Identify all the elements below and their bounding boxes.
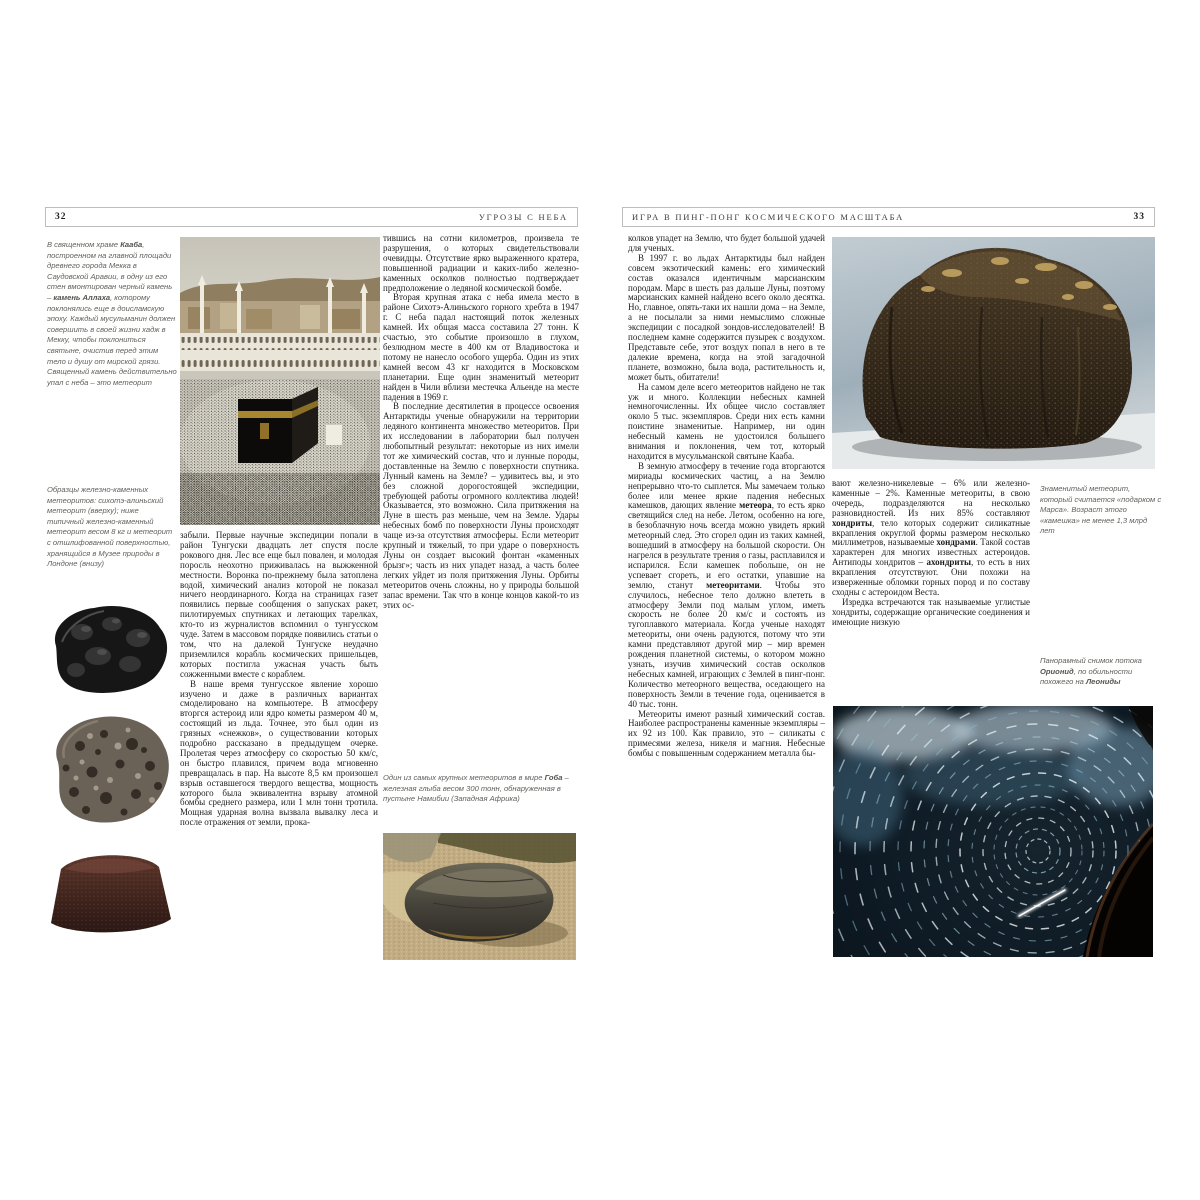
body-paragraph: В последние десятилетия в процессе освоения Антарктиды ученые обнаружили на территории ледяного континента множество метеоритов. При их исследовании в лаборатории был получен любопытный результат: некоторые из них имели тот же химический состав, что и лунные породы, доставленные на Землю с поверхности спутника. Лунный камень на Земле? – удивитесь вы, и это без сложной дорогостоящей экспедиции, требующей работы огромного коллектива людей! Оказывается, это возможно. Сила притяжения на Луне в шесть раз меньше, чем на Земле. Удары небесных бомб по поверхности Луны происходят чаще из-за отсутствия атмосферы. Если метеорит крупный и тяжелый, то при ударе о поверхность Луны он создает высокий фонтан «каменных брызг»; часть из них упадет назад, а часть более легких уйдет из поля притяжения Луны. Орбиты метеоритов очень сложны, но у природы большой запас времени. Так что в конце концов какой-то из этих ос- bbox=[383, 401, 579, 610]
page-number-right: 33 bbox=[1133, 212, 1145, 222]
caption-meteorite-samples: Образцы железно-каменных метеоритов: сихотэ-алиньский метеорит (вверху); ниже типичный железно-каменный метеорит весом 8 кг и метеорит с отшлифованной поверхностью, хранящийся в Музее природы в Лондоне (внизу) bbox=[47, 485, 173, 569]
sikhote-photo-art bbox=[42, 598, 174, 700]
running-head-right bbox=[622, 207, 1155, 227]
photo-hoba-meteorite bbox=[383, 833, 576, 960]
photo-kaaba-mecca bbox=[180, 237, 380, 525]
caption-orionid: Панорамный снимок потока Орионид, по обильности похожего на Леониды bbox=[1040, 656, 1142, 687]
body-paragraph: тившись на сотни километров, произвела те разрушения, о которых свидетельствовали очевидцы. Отсутствие ярко выраженного кратера, повышенной радиации и каких-либо железно-каменных осколков полностью подтверждает предположение о ледяной космической бомбе. bbox=[383, 234, 579, 293]
kaaba-photo-art bbox=[180, 237, 380, 525]
photo-orionid-star-trails bbox=[833, 706, 1153, 957]
body-paragraph: вают железно-никелевые – 6% или железно-каменные – 2%. Каменные метеориты, в свою очередь, подразделяются на несколько разновидностей. Из них 85% составляют хондриты, тело которых содержит силикатные вкрапления округлой формы размером несколько миллиметров, называемые хондрами. Такой состав характерен для многих известных астероидов. Антиподы хондритов – ахондриты, то есть в них вкрапления отсутствуют. Они похожи на изверженные обломки горных пород и по составу сходны с астероидом Веста. bbox=[832, 479, 1030, 597]
body-paragraph: В земную атмосферу в течение года вторгаются мириады космических частиц, а на Землю непрерывно что-то сыплется. Мы замечаем только более или менее яркие падения небесных камешков, дающих явление метеора, то есть ярко светящийся след на небе. Летом, особенно на юге, в безоблачную ночь всегда можно увидеть яркий метеорный след. Это сгорел один из таких камней, вошедший в атмосферу на большой скорости. Он нагрелся в результате трения о газы, расплавился и испарился. Если камешек побольше, он не успевает сгореть, и его остатки, упавшие на землю, станут метеоритами. Чтобы это случилось, небесное тело должно влететь в атмосферу Земли под малым углом, иметь скорость не более 20 км/с и состоять из тугоплавкого материала. Когда ученые находят метеориты, они очень радуются, потому что эти камни представляют другой мир – мир времен рождения планетной системы, о котором можно узнать, изучив химический состав осколков небесных камней, играющих с Землей в пинг-понг. Количество метеорного вещества, оседающего на поверхность Земли в течение года, оценивается в 40 тыс. тонн. bbox=[628, 460, 825, 709]
body-paragraph: забыли. Первые научные экспедиции попали в район Тунгуски двадцать лет спустя после рокового дня. Лес все еще был повален, и молодая поросль неохотно приживалась на выжженной местности. Воронка по-прежнему была затоплена водой, химический анализ которой не показал ничего неординарного. Когда на страницах газет появились первые сообщения о запусках ракет, пилотируемых спутниках и летающих тарелках, кто-то из журналистов вспомнил о тунгусском чуде. Затем в массовом порядке появились статьи о том, что на далекой Тунгуске неудачно приземлился корабль космических пришельцев, которых постигла ужасная участь быть сожженными вместе с кораблем. bbox=[180, 531, 378, 679]
left-page-column-2 bbox=[383, 234, 579, 770]
page-number-left: 32 bbox=[55, 212, 67, 222]
body-paragraph: В наше время тунгусское явление хорошо изучено и даже в различных вариантах смоделировано на компьютере. В атмосферу вторгся астероид или ядро кометы размером 40 м, состоящий из льда. Точнее, это был один из грязных «снежков», о существовании которых подробно рассказано в предыдущем очерке. Пролетая через атмосферу со скоростью 50 км/с, он быстро плавился, причем вода мгновенно превращалась в пар. На высоте 8,5 км произошел взрыв оставшегося твердого вещества, мощность которого была эквивалентна взрыву атомной бомбы среднего размера, или 1 млн тонн тротила. Мощная ударная волна вызвала вывалку леса и после отражения от земли, прока- bbox=[180, 678, 378, 828]
running-head-left bbox=[45, 207, 578, 227]
running-head-right-title: ИГРА В ПИНГ-ПОНГ КОСМИЧЕСКОГО МАСШТАБА bbox=[632, 212, 905, 222]
caption-kaaba: В священном храме Кааба, построенном на главной площади древнего города Мекка в Саудовской Аравии, в одну из его стен вмонтирован черный камень – камень Аллаха, которому поклонялись еще в доисламскую эпоху. Каждый мусульманин должен совершить в своей жизни хадж в Мекку, чтобы поклониться святыне, очистив перед этим тело и душу от мирской грязи. Священный камень действительно упал с неба – это метеорит bbox=[47, 240, 177, 387]
body-paragraph: Метеориты имеют разный химический состав. Наиболее распространены каменные экземпляры – их 92 из 100. Как правило, это – силикаты с примесями железа, никеля и магния. Небесные бомбы с повышенным содержанием металла бы- bbox=[628, 708, 825, 759]
caption-mars-meteorite: Знаменитый метеорит, который считается «подарком с Марса». Возраст этого «камешка» не менее 1,3 млрд лет bbox=[1040, 484, 1162, 536]
photo-meteorite-polished bbox=[45, 843, 175, 940]
photo-mars-meteorite bbox=[832, 237, 1155, 469]
mars-photo-art bbox=[832, 237, 1155, 469]
body-paragraph: Вторая крупная атака с неба имела место в районе Сихотэ-Алиньского горного хребта в 1947 г. С неба падал настоящий поток железных камней. Их общая масса составила 27 тонн. К счастью, это событие произошло в глухом, безлюдном месте в 400 км от Владивостока и потому не нанесло особого ущерба. Один из этих камней весом 43 кг находится в Московском планетарии. Еще один знаменитый метеорит найден в Чили вблизи местечка Альенде на месте падения в 1969 г. bbox=[383, 292, 579, 402]
caption-hoba: Один из самых крупных метеоритов в мире Гоба – железная глыба весом 300 тонн, обнаруженная в пустыне Намибии (Западная Африка) bbox=[383, 773, 569, 804]
body-paragraph: В 1997 г. во льдах Антарктиды был найден совсем экзотический камень: его химический состав оказался идентичным марсианским породам. Марс в шесть раз дальше Луны, поэтому марсианских камней найдено всего около десятка. Но, главное, опять-таки их нашли дома – на Земле, а не посылали за ними немыслимо сложные экспедиции с посадкой зондов-исследователей! В последнем камне содержится пузырек с воздухом. Представьте себе, этот воздух попал в него в те далекие времена, когда на этой загадочной планете, возможно, была вода, растительность и, может быть, обитатели! bbox=[628, 252, 825, 382]
right-page-column-1 bbox=[628, 234, 825, 960]
photo-meteorite-iron-stone bbox=[40, 706, 178, 836]
body-paragraph: Изредка встречаются так называемые углистые хондриты, содержащие органические соединения и имеющие низкую bbox=[832, 596, 1030, 627]
running-head-left-title: УГРОЗЫ С НЕБА bbox=[478, 212, 568, 222]
photo-meteorite-sikhote-alin bbox=[42, 598, 174, 700]
body-paragraph: На самом деле всего метеоритов найдено не так уж и много. Коллекции небесных камней немногочисленны. Их общее число составляет около 5 тыс. экземпляров. Среди них есть камни поистине знаменитые. Например, ни один небесный камень не удостоился большего внимания и поклонения, чем тот, который находится в мусульманской святыне Кааба. bbox=[628, 381, 825, 461]
polished-photo-art bbox=[45, 843, 175, 940]
body-paragraph: колков упадет на Землю, что будет большой удачей для ученых. bbox=[628, 234, 825, 253]
hoba-photo-art bbox=[383, 833, 576, 960]
left-page-column-1 bbox=[180, 531, 378, 960]
ironstone-photo-art bbox=[40, 706, 178, 836]
right-page-column-2 bbox=[832, 479, 1030, 703]
orionid-photo-art bbox=[833, 706, 1153, 957]
